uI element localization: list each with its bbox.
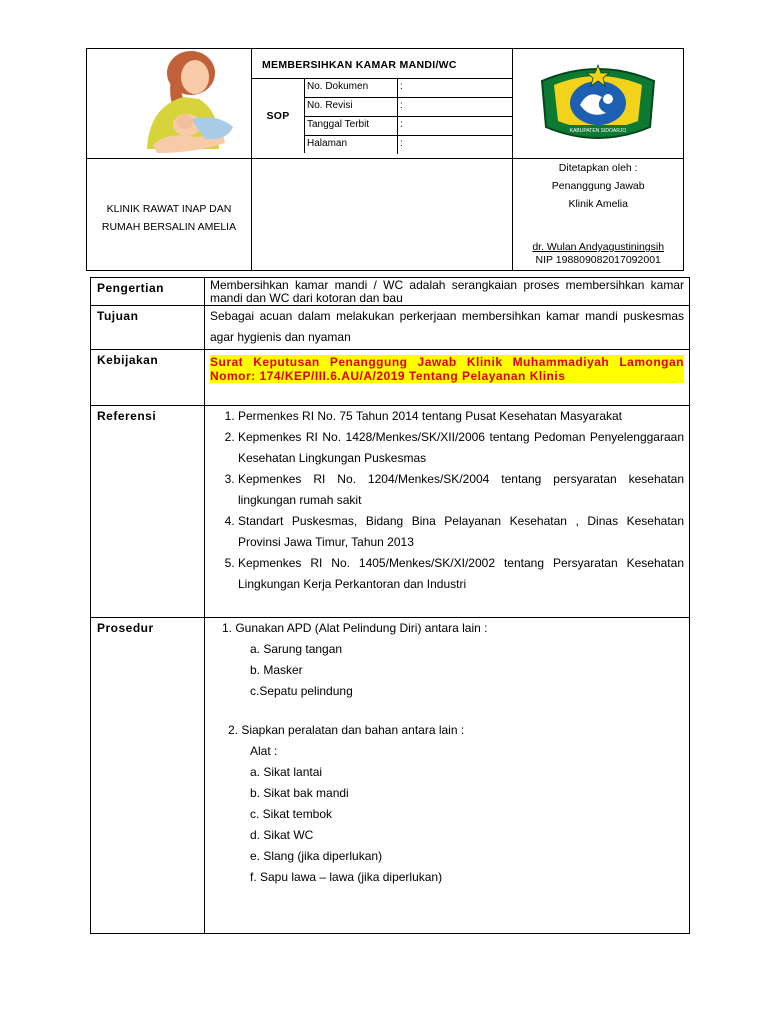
section-label: Pengertian	[91, 278, 205, 306]
approval-line1: Ditetapkan oleh :	[558, 162, 638, 174]
section-label: Prosedur	[91, 618, 205, 934]
list-item: c.Sepatu pelindung	[250, 684, 353, 698]
row-prosedur	[91, 618, 690, 934]
list-item: d. Sikat WC	[250, 828, 314, 842]
list-item: a. Sikat lantai	[250, 765, 323, 779]
mother-baby-illustration	[87, 49, 251, 153]
list-item: 2. Kepmenkes RI No. 1428/Menkes/SK/XII/2006 tentang Pedoman Penyelenggaraan Kesehatan Lingkungan Puskesmas	[238, 427, 684, 469]
prosedur-step2: 2. Siapkan peralatan dan bahan antara lain :	[228, 723, 465, 737]
empty-cell	[252, 159, 513, 271]
row-referensi	[91, 406, 690, 618]
meta-label: No. Dokumen	[305, 79, 398, 97]
meta-value: :	[400, 119, 403, 130]
clinic-name-line2: RUMAH BERSALIN AMELIA	[101, 220, 237, 233]
row-tujuan	[91, 306, 690, 350]
alat-label: Alat :	[250, 744, 278, 758]
clinic-name-cell	[87, 159, 252, 271]
meta-label: Halaman	[305, 136, 398, 154]
approver-name: dr. Wulan Andyagustiningsih	[532, 241, 665, 253]
regency-logo-cell	[513, 49, 684, 159]
tujuan-text: Sebagai acuan dalam melakukan perkerjaan membersihkan kamar mandi puskesmas agar hygienis dan nyaman	[205, 306, 690, 350]
meta-label: No. Revisi	[305, 98, 398, 116]
section-label: Tujuan	[91, 306, 205, 350]
list-item: b. Sikat bak mandi	[250, 786, 349, 800]
pengertian-text: Membersihkan kamar mandi / WC adalah serangkaian proses membersihkan kamar mandi dan WC dari kotoran dan bau	[205, 278, 690, 306]
meta-row-dokumen	[305, 79, 512, 98]
approver-nip: NIP 198809082017092001	[535, 254, 661, 266]
row-pengertian	[91, 278, 690, 306]
list-item: 5. Kepmenkes RI No. 1405/Menkes/SK/XI/2002 tentang Persyaratan Kesehatan Lingkungan Kerja Perkantoran dan Industri	[238, 553, 684, 595]
prosedur-cell	[205, 618, 690, 934]
meta-row-revisi	[305, 98, 512, 117]
section-label: Kebijakan	[91, 350, 205, 406]
sop-label: SOP	[266, 110, 290, 122]
meta-value: :	[400, 81, 403, 92]
meta-value: :	[400, 100, 403, 111]
prosedur-step1: 1. Gunakan APD (Alat Pelindung Diri) antara lain :	[222, 621, 488, 635]
row-kebijakan	[91, 350, 690, 406]
approval-line2: Penanggung Jawab	[551, 180, 645, 192]
referensi-cell	[205, 406, 690, 618]
sop-body-table	[90, 277, 690, 934]
meta-label: Tanggal Terbit	[305, 117, 398, 135]
header-table	[86, 48, 684, 271]
approval-line3: Klinik Amelia	[568, 198, 628, 210]
meta-row-halaman	[305, 136, 512, 154]
approval-cell	[513, 159, 684, 271]
list-item: e. Slang (jika diperlukan)	[250, 849, 383, 863]
meta-row-tanggal	[305, 117, 512, 136]
referensi-list	[210, 406, 684, 595]
list-item: c. Sikat tembok	[250, 807, 333, 821]
clinic-name-line1: KLINIK RAWAT INAP DAN	[106, 202, 232, 215]
regency-crest-logo	[528, 53, 668, 149]
title-meta-cell	[252, 49, 513, 159]
list-item: 1. Permenkes RI No. 75 Tahun 2014 tentang Pusat Kesehatan Masyarakat	[238, 406, 684, 427]
list-item: b. Masker	[250, 663, 303, 677]
section-label: Referensi	[91, 406, 205, 618]
svg-text:KABUPATEN SIDOARJO: KABUPATEN SIDOARJO	[569, 128, 627, 134]
document-title: MEMBERSIHKAN KAMAR MANDI/WC	[262, 59, 457, 71]
list-item: a. Sarung tangan	[250, 642, 343, 656]
meta-value: :	[400, 138, 403, 149]
list-item: f. Sapu lawa – lawa (jika diperlukan)	[250, 870, 443, 884]
clinic-logo-cell	[87, 49, 252, 159]
list-item: 4. Standart Puskesmas, Bidang Bina Pelayanan Kesehatan , Dinas Kesehatan Provinsi Jawa Timur, Tahun 2013	[238, 511, 684, 553]
list-item: 3. Kepmenkes RI No. 1204/Menkes/SK/2004 tentang persyaratan kesehatan lingkungan rumah sakit	[238, 469, 684, 511]
kebijakan-text: Surat Keputusan Penanggung Jawab Klinik Muhammadiyah Lamongan Nomor: 174/KEP/III.6.AU/A/2019 Tentang Pelayanan Klinis	[210, 355, 684, 383]
